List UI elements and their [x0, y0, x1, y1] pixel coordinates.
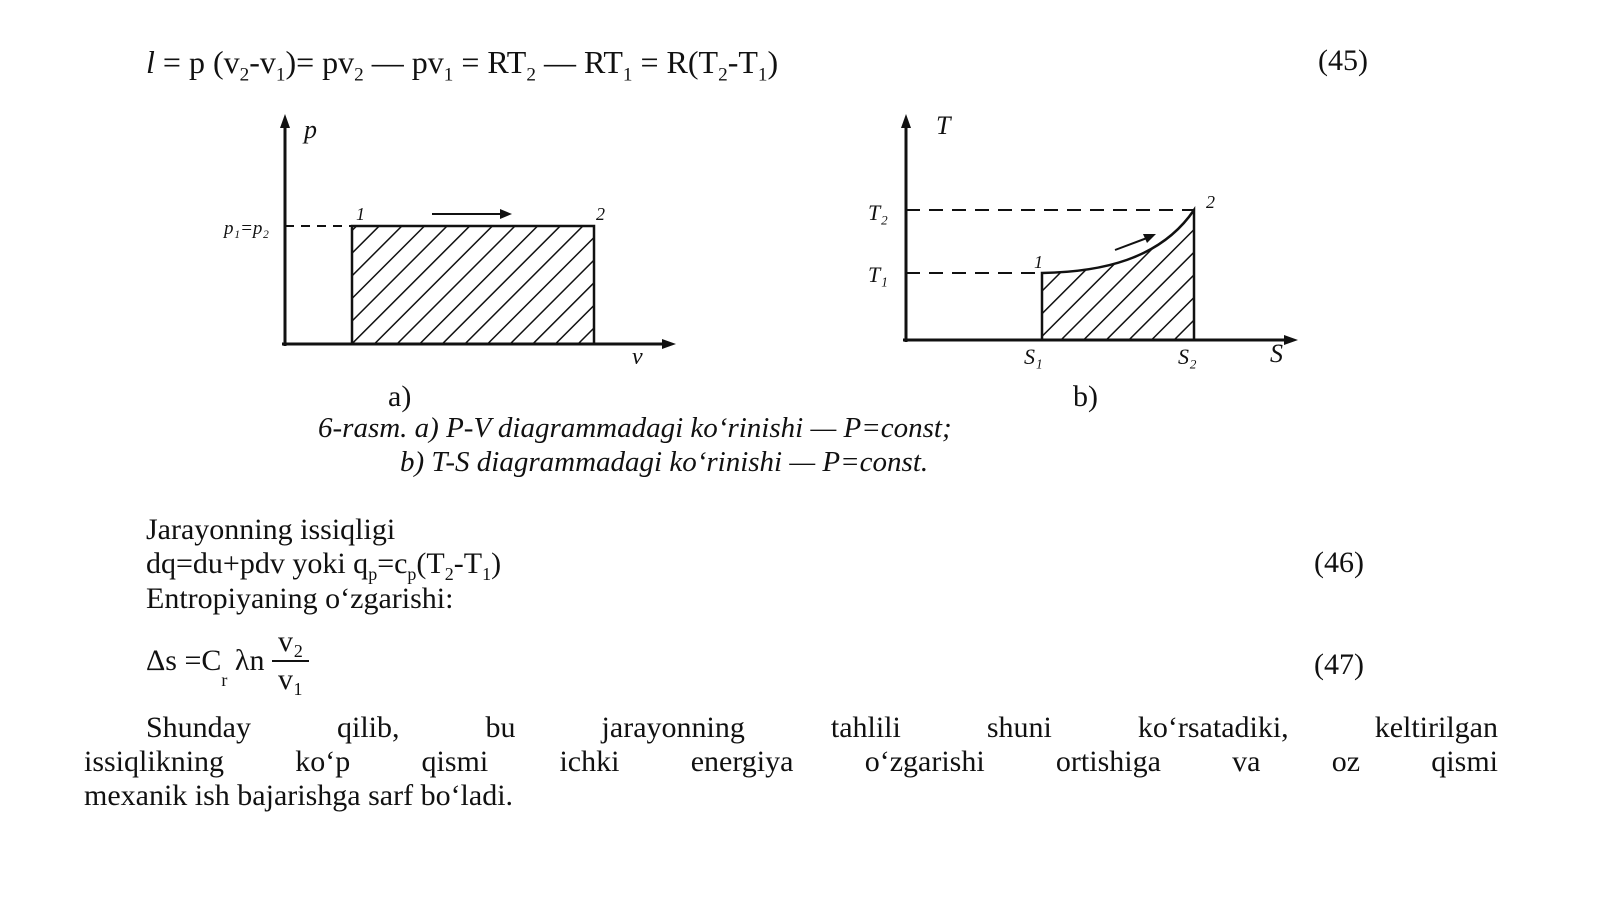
pv-y-label: p [304, 115, 317, 144]
ts-y-arrow [901, 114, 911, 128]
ts-s1-label: S₁ [1024, 344, 1043, 369]
pv-work-area [352, 226, 594, 344]
ts-heat-area [1042, 210, 1194, 340]
ts-diagram [860, 110, 1310, 372]
ts-y-label: T [936, 111, 951, 140]
ts-x-arrow [1284, 335, 1298, 345]
pv-x-arrow [662, 339, 676, 349]
pv-diagram [200, 110, 690, 370]
figure-caption-line-2: b) T-S diagrammadagi ko‘rinishi — P=const. [400, 446, 929, 478]
equation-47: $\Delta s =C_r$ λn $\frac{\text{v₂}}{\text{v₁}}$ [146, 624, 309, 698]
pv-y-arrow [280, 114, 290, 128]
equation-46: dq=du+pdv yoki $q_p=c_p(T_2-T_1)$ [146, 547, 502, 584]
heat-heading: Jarayonning issiqligi [146, 513, 396, 546]
entropy-heading: Entropiyaning o‘zgarishi: [146, 582, 454, 615]
paragraph-line-2: issiqlikning ko‘p qismi ichki energiya o‘zgarishi ortishiga va oz qismi [84, 745, 1498, 778]
pv-sublabel: a) [388, 380, 412, 413]
pv-point-1: 1 [356, 204, 365, 224]
figure-caption-line-1: 6-rasm. a) P-V diagrammadagi ko‘rinishi — P=const; [318, 412, 952, 444]
paragraph-line-3: mexanik ish bajarishga sarf bo‘ladi. [84, 779, 514, 812]
equation-number-45: (45) [1318, 44, 1368, 77]
pv-level-label: p₁=p₂ [224, 218, 270, 239]
equation-number-46: (46) [1314, 546, 1364, 579]
ts-direction-arrow [1115, 238, 1147, 250]
ts-x-label: S [1270, 339, 1283, 368]
ts-point-1: 1 [1034, 252, 1043, 272]
pv-x-label: v [632, 344, 643, 370]
ts-t1-label: T₁ [868, 262, 888, 287]
ts-point-2: 2 [1206, 192, 1215, 212]
ts-t2-label: T₂ [868, 200, 888, 225]
paragraph-line-1: Shunday qilib, bu jarayonning tahlili shuni ko‘rsatadiki, keltirilgan [146, 711, 1498, 744]
equation-45: l = p $(v_2-v_1)= pv_2$ — $pv_1 = RT_2$ — $RT_1 = R(T_2-T_1)$ [146, 44, 779, 86]
ts-s2-label: S₂ [1178, 344, 1197, 369]
work-symbol: l [146, 44, 155, 80]
equation-47-fraction: $\frac{\text{v₂}}{\text{v₁}}$ [272, 624, 309, 698]
pv-direction-arrowhead [500, 209, 512, 219]
ts-sublabel: b) [1073, 380, 1098, 413]
equation-number-47: (47) [1314, 648, 1364, 681]
pv-point-2: 2 [596, 204, 605, 224]
